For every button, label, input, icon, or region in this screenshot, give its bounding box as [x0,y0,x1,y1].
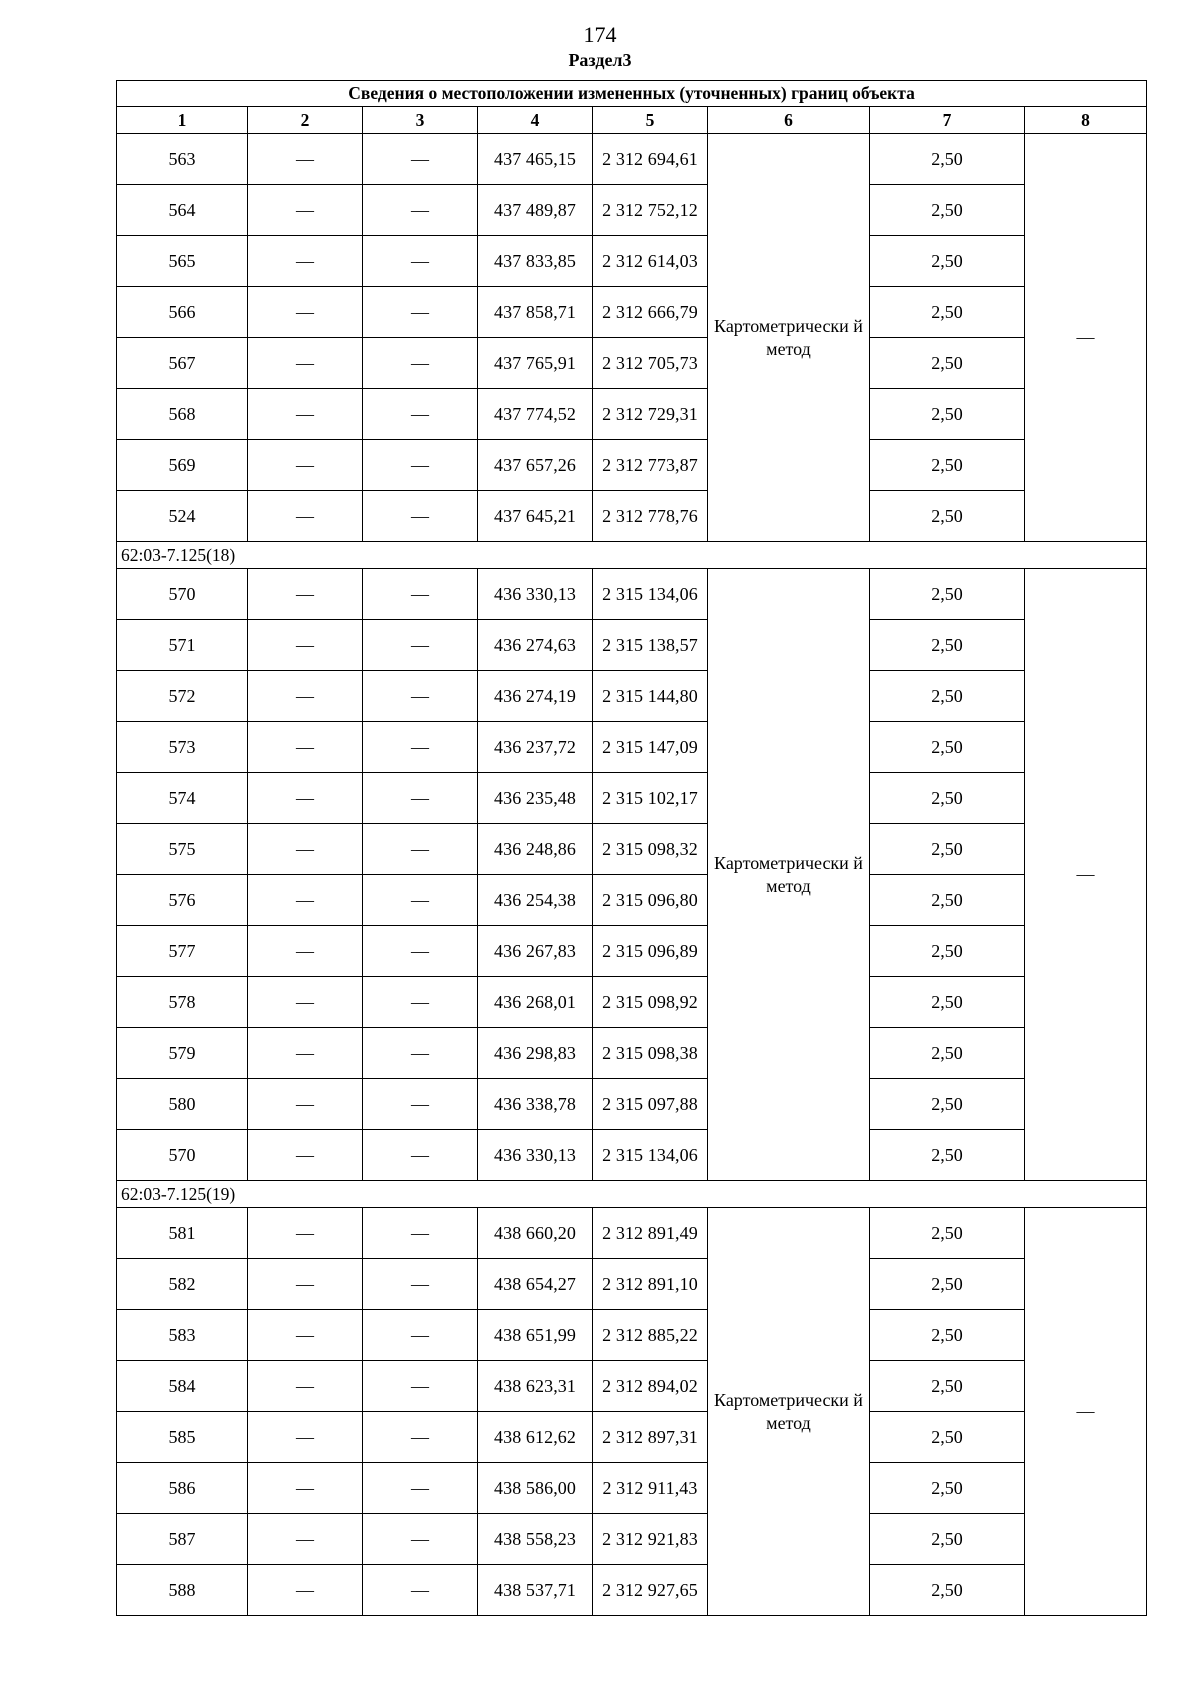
accuracy-cell: 2,50 [870,1208,1025,1259]
y-coordinate-cell: 2 312 614,03 [593,236,708,287]
col8-cell: — [1025,569,1147,1181]
table-row [117,1259,1147,1310]
table-row [117,773,1147,824]
col3-cell: — [363,1208,478,1259]
y-coordinate-cell: 2 315 147,09 [593,722,708,773]
x-coordinate-cell: 437 489,87 [478,185,593,236]
col8-cell: — [1025,134,1147,542]
table-row [117,287,1147,338]
col3-cell: — [363,875,478,926]
col2-cell: — [248,1514,363,1565]
col2-cell: — [248,1412,363,1463]
col3-cell: — [363,1079,478,1130]
group-header-row [117,542,1147,569]
table-row [117,1361,1147,1412]
accuracy-cell: 2,50 [870,1565,1025,1616]
x-coordinate-cell: 436 274,19 [478,671,593,722]
point-number-cell: 568 [117,389,248,440]
table-row [117,875,1147,926]
col3-cell: — [363,977,478,1028]
page-number: 174 [583,22,617,47]
y-coordinate-cell: 2 312 729,31 [593,389,708,440]
table-row [117,338,1147,389]
col3-cell: — [363,1412,478,1463]
col3-cell: — [363,569,478,620]
point-number-cell: 583 [117,1310,248,1361]
y-coordinate-cell: 2 312 894,02 [593,1361,708,1412]
col3-cell: — [363,440,478,491]
group-header-row [117,1181,1147,1208]
col3-cell: — [363,926,478,977]
method-cell: Картометрически й метод [708,1208,870,1616]
col3-cell: — [363,1361,478,1412]
accuracy-cell: 2,50 [870,1463,1025,1514]
accuracy-cell: 2,50 [870,875,1025,926]
col2-cell: — [248,569,363,620]
col2-cell: — [248,287,363,338]
point-number-cell: 580 [117,1079,248,1130]
col2-cell: — [248,620,363,671]
col3-cell: — [363,773,478,824]
accuracy-cell: 2,50 [870,1361,1025,1412]
col3-cell: — [363,236,478,287]
accuracy-cell: 2,50 [870,671,1025,722]
y-coordinate-cell: 2 312 885,22 [593,1310,708,1361]
table-row [117,1028,1147,1079]
col3-cell: — [363,287,478,338]
x-coordinate-cell: 436 248,86 [478,824,593,875]
y-coordinate-cell: 2 315 134,06 [593,569,708,620]
accuracy-cell: 2,50 [870,1514,1025,1565]
column-number-5: 5 [593,107,708,134]
col2-cell: — [248,1463,363,1514]
x-coordinate-cell: 437 858,71 [478,287,593,338]
point-number-cell: 578 [117,977,248,1028]
y-coordinate-cell: 2 315 144,80 [593,671,708,722]
col3-cell: — [363,1028,478,1079]
point-number-cell: 582 [117,1259,248,1310]
x-coordinate-cell: 438 651,99 [478,1310,593,1361]
accuracy-cell: 2,50 [870,440,1025,491]
col2-cell: — [248,977,363,1028]
col3-cell: — [363,389,478,440]
y-coordinate-cell: 2 315 096,80 [593,875,708,926]
col2-cell: — [248,1130,363,1181]
col2-cell: — [248,671,363,722]
point-number-cell: 524 [117,491,248,542]
y-coordinate-cell: 2 315 097,88 [593,1079,708,1130]
table-row [117,1412,1147,1463]
point-number-cell: 584 [117,1361,248,1412]
table-row [117,824,1147,875]
accuracy-cell: 2,50 [870,1310,1025,1361]
point-number-cell: 565 [117,236,248,287]
table-row [117,977,1147,1028]
point-number-cell: 575 [117,824,248,875]
x-coordinate-cell: 436 237,72 [478,722,593,773]
y-coordinate-cell: 2 315 098,32 [593,824,708,875]
x-coordinate-cell: 437 465,15 [478,134,593,185]
point-number-cell: 581 [117,1208,248,1259]
column-number-3: 3 [363,107,478,134]
point-number-cell: 586 [117,1463,248,1514]
col3-cell: — [363,1514,478,1565]
point-number-cell: 585 [117,1412,248,1463]
table-row [117,1565,1147,1616]
point-number-cell: 576 [117,875,248,926]
accuracy-cell: 2,50 [870,1130,1025,1181]
point-number-cell: 577 [117,926,248,977]
col2-cell: — [248,440,363,491]
x-coordinate-cell: 438 654,27 [478,1259,593,1310]
column-number-2: 2 [248,107,363,134]
table-row [117,569,1147,620]
x-coordinate-cell: 437 774,52 [478,389,593,440]
accuracy-cell: 2,50 [870,491,1025,542]
col2-cell: — [248,722,363,773]
x-coordinate-cell: 436 330,13 [478,569,593,620]
x-coordinate-cell: 436 298,83 [478,1028,593,1079]
x-coordinate-cell: 436 330,13 [478,1130,593,1181]
x-coordinate-cell: 437 765,91 [478,338,593,389]
table-row [117,1208,1147,1259]
x-coordinate-cell: 438 537,71 [478,1565,593,1616]
y-coordinate-cell: 2 312 911,43 [593,1463,708,1514]
col2-cell: — [248,185,363,236]
table-row [117,1514,1147,1565]
table-row [117,722,1147,773]
section-title: Раздел3 [568,50,632,70]
col2-cell: — [248,926,363,977]
y-coordinate-cell: 2 315 134,06 [593,1130,708,1181]
col2-cell: — [248,389,363,440]
table-row [117,134,1147,185]
x-coordinate-cell: 438 660,20 [478,1208,593,1259]
y-coordinate-cell: 2 312 927,65 [593,1565,708,1616]
point-number-cell: 588 [117,1565,248,1616]
point-number-cell: 573 [117,722,248,773]
point-number-cell: 570 [117,1130,248,1181]
col3-cell: — [363,1565,478,1616]
point-number-cell: 564 [117,185,248,236]
y-coordinate-cell: 2 312 752,12 [593,185,708,236]
point-number-cell: 566 [117,287,248,338]
y-coordinate-cell: 2 312 694,61 [593,134,708,185]
col3-cell: — [363,338,478,389]
column-number-1: 1 [117,107,248,134]
table-row [117,1079,1147,1130]
accuracy-cell: 2,50 [870,1259,1025,1310]
accuracy-cell: 2,50 [870,926,1025,977]
col2-cell: — [248,1361,363,1412]
x-coordinate-cell: 438 586,00 [478,1463,593,1514]
accuracy-cell: 2,50 [870,287,1025,338]
x-coordinate-cell: 437 645,21 [478,491,593,542]
y-coordinate-cell: 2 312 921,83 [593,1514,708,1565]
col2-cell: — [248,1310,363,1361]
col2-cell: — [248,1565,363,1616]
accuracy-cell: 2,50 [870,824,1025,875]
table-row [117,1310,1147,1361]
accuracy-cell: 2,50 [870,236,1025,287]
table-row [117,671,1147,722]
group-label: 62:03-7.125(18) [117,542,1147,569]
x-coordinate-cell: 436 267,83 [478,926,593,977]
col3-cell: — [363,134,478,185]
point-number-cell: 587 [117,1514,248,1565]
y-coordinate-cell: 2 312 897,31 [593,1412,708,1463]
column-number-7: 7 [870,107,1025,134]
col2-cell: — [248,236,363,287]
y-coordinate-cell: 2 312 778,76 [593,491,708,542]
point-number-cell: 563 [117,134,248,185]
boundary-coordinates-table [116,80,1147,1616]
table-row [117,236,1147,287]
column-number-8: 8 [1025,107,1147,134]
point-number-cell: 569 [117,440,248,491]
col2-cell: — [248,1079,363,1130]
y-coordinate-cell: 2 315 138,57 [593,620,708,671]
col3-cell: — [363,824,478,875]
x-coordinate-cell: 438 612,62 [478,1412,593,1463]
y-coordinate-cell: 2 315 096,89 [593,926,708,977]
table-title: Сведения о местоположении измененных (уточненных) границ объекта [117,81,1147,107]
col3-cell: — [363,620,478,671]
col2-cell: — [248,338,363,389]
table-row [117,389,1147,440]
point-number-cell: 572 [117,671,248,722]
col2-cell: — [248,773,363,824]
group-label: 62:03-7.125(19) [117,1181,1147,1208]
table-row [117,926,1147,977]
method-cell: Картометрически й метод [708,134,870,542]
accuracy-cell: 2,50 [870,722,1025,773]
accuracy-cell: 2,50 [870,389,1025,440]
method-cell: Картометрически й метод [708,569,870,1181]
y-coordinate-cell: 2 315 098,38 [593,1028,708,1079]
col3-cell: — [363,1130,478,1181]
col2-cell: — [248,134,363,185]
col3-cell: — [363,1259,478,1310]
accuracy-cell: 2,50 [870,1079,1025,1130]
point-number-cell: 567 [117,338,248,389]
y-coordinate-cell: 2 312 705,73 [593,338,708,389]
accuracy-cell: 2,50 [870,134,1025,185]
y-coordinate-cell: 2 315 098,92 [593,977,708,1028]
x-coordinate-cell: 436 268,01 [478,977,593,1028]
col3-cell: — [363,722,478,773]
accuracy-cell: 2,50 [870,1412,1025,1463]
point-number-cell: 579 [117,1028,248,1079]
table-row [117,440,1147,491]
table-row [117,1130,1147,1181]
column-number-6: 6 [708,107,870,134]
col2-cell: — [248,1259,363,1310]
y-coordinate-cell: 2 312 773,87 [593,440,708,491]
x-coordinate-cell: 436 338,78 [478,1079,593,1130]
table-row [117,491,1147,542]
x-coordinate-cell: 436 254,38 [478,875,593,926]
y-coordinate-cell: 2 312 666,79 [593,287,708,338]
point-number-cell: 574 [117,773,248,824]
col2-cell: — [248,824,363,875]
accuracy-cell: 2,50 [870,338,1025,389]
col3-cell: — [363,185,478,236]
accuracy-cell: 2,50 [870,185,1025,236]
accuracy-cell: 2,50 [870,977,1025,1028]
col2-cell: — [248,1028,363,1079]
accuracy-cell: 2,50 [870,620,1025,671]
x-coordinate-cell: 437 657,26 [478,440,593,491]
table-row [117,620,1147,671]
point-number-cell: 571 [117,620,248,671]
table-row [117,1463,1147,1514]
col3-cell: — [363,1310,478,1361]
x-coordinate-cell: 438 558,23 [478,1514,593,1565]
x-coordinate-cell: 438 623,31 [478,1361,593,1412]
x-coordinate-cell: 436 235,48 [478,773,593,824]
x-coordinate-cell: 436 274,63 [478,620,593,671]
point-number-cell: 570 [117,569,248,620]
column-number-4: 4 [478,107,593,134]
accuracy-cell: 2,50 [870,569,1025,620]
accuracy-cell: 2,50 [870,1028,1025,1079]
col2-cell: — [248,875,363,926]
y-coordinate-cell: 2 315 102,17 [593,773,708,824]
col3-cell: — [363,1463,478,1514]
y-coordinate-cell: 2 312 891,49 [593,1208,708,1259]
col3-cell: — [363,671,478,722]
x-coordinate-cell: 437 833,85 [478,236,593,287]
col2-cell: — [248,491,363,542]
y-coordinate-cell: 2 312 891,10 [593,1259,708,1310]
accuracy-cell: 2,50 [870,773,1025,824]
col3-cell: — [363,491,478,542]
col2-cell: — [248,1208,363,1259]
table-row [117,185,1147,236]
col8-cell: — [1025,1208,1147,1616]
